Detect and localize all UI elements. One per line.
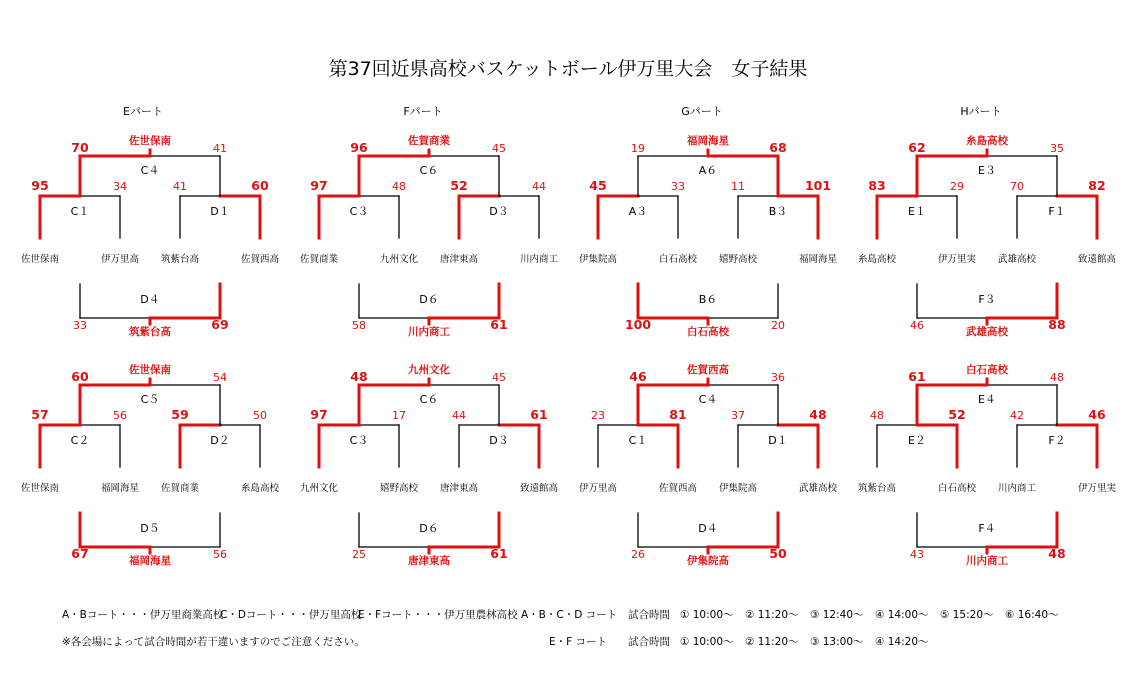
score: 45: [492, 142, 506, 155]
score: 54: [213, 371, 227, 384]
score: 48: [350, 369, 368, 384]
court-label: C４: [698, 393, 718, 406]
score: 100: [624, 317, 652, 332]
score: 33: [671, 180, 685, 193]
team-name: 筑紫台高: [857, 483, 897, 494]
score: 83: [868, 178, 886, 193]
team-name: 福岡海星: [798, 254, 838, 265]
team-name: 武雄高校: [798, 483, 838, 494]
score: 88: [1048, 317, 1066, 332]
team-name: 嬉野高校: [379, 483, 419, 494]
court-label: C６: [419, 393, 439, 406]
score: 68: [769, 140, 787, 155]
winner-team: 佐賀商業: [408, 135, 450, 147]
court-label: A３: [628, 205, 648, 218]
court-label: C３: [349, 434, 369, 447]
court-label: B３: [768, 205, 788, 218]
court-label: B６: [698, 293, 718, 306]
court-label: E４: [978, 393, 996, 406]
schedule-time: ④ 14:20～: [875, 636, 929, 648]
score: 45: [589, 178, 607, 193]
team-name: 白石高校: [937, 483, 977, 494]
team-name: 伊集院高: [578, 254, 618, 265]
score: 58: [352, 319, 366, 332]
team-name: 佐賀商業: [160, 483, 200, 494]
score: 48: [809, 407, 827, 422]
court-label: D２: [210, 434, 230, 447]
court-label: C３: [349, 205, 369, 218]
part-label-h: Hパート: [960, 105, 1002, 118]
score: 45: [492, 371, 506, 384]
score: 61: [908, 369, 926, 384]
court-label: D３: [489, 205, 509, 218]
court-label: D１: [210, 205, 230, 218]
team-name: 佐賀商業: [299, 254, 339, 265]
team-name: 福岡海星: [100, 483, 140, 494]
winner-team: 糸島高校: [966, 135, 1008, 147]
score: 36: [771, 371, 785, 384]
team-name: 伊万里実: [1077, 483, 1117, 494]
score: 61: [490, 317, 508, 332]
schedule-courts-abcd: A・B・C・D コート: [521, 609, 618, 621]
score: 60: [71, 369, 89, 384]
winner-team: 筑紫台高: [129, 326, 171, 338]
score: 44: [452, 409, 466, 422]
court-label: C１: [70, 205, 90, 218]
team-name: 九州文化: [379, 254, 419, 265]
court-label: F２: [1048, 434, 1066, 447]
schedule-time: ③ 12:40～: [810, 609, 864, 621]
score: 17: [392, 409, 406, 422]
winner-team: 川内商工: [966, 555, 1008, 567]
team-name: 糸島高校: [857, 254, 897, 265]
score: 61: [490, 546, 508, 561]
score: 101: [804, 178, 832, 193]
team-name: 伊万里高: [100, 254, 140, 265]
team-name: 糸島高校: [240, 483, 280, 494]
score: 62: [908, 140, 926, 155]
court-label: C５: [140, 393, 160, 406]
schedule-time: ⑤ 15:20～: [940, 609, 994, 621]
winner-team: 九州文化: [408, 364, 450, 376]
court-label: D３: [489, 434, 509, 447]
court-label: A６: [698, 164, 718, 177]
schedule-time: ① 10:00～: [680, 636, 734, 648]
team-name: 伊集院高: [718, 483, 758, 494]
score: 52: [948, 407, 966, 422]
court-label: C２: [70, 434, 90, 447]
court-label: E３: [978, 164, 996, 177]
court-label: D４: [698, 522, 718, 535]
team-name: 佐世保南: [20, 254, 60, 265]
court-label: C６: [419, 164, 439, 177]
score: 97: [310, 407, 328, 422]
team-name: 川内商工: [997, 483, 1037, 494]
score: 44: [532, 180, 546, 193]
winner-team: 白石高校: [687, 326, 729, 338]
score: 42: [1010, 409, 1024, 422]
winner-team: 武雄高校: [966, 326, 1008, 338]
venue-cd: C・Dコート・・・伊万里高校: [220, 609, 362, 621]
score: 67: [71, 546, 89, 561]
schedule-label-ef: 試合時間: [628, 636, 670, 648]
schedule-time: ④ 14:00～: [875, 609, 929, 621]
team-name: 致遠館高: [1077, 254, 1117, 265]
score: 60: [251, 178, 269, 193]
score: 37: [731, 409, 745, 422]
score: 46: [629, 369, 647, 384]
page-title: 第37回近県高校バスケットボール伊万里大会 女子結果: [328, 58, 808, 80]
score: 48: [1050, 371, 1064, 384]
court-label: D６: [419, 522, 439, 535]
score: 61: [530, 407, 548, 422]
score: 48: [870, 409, 884, 422]
score: 59: [171, 407, 189, 422]
winner-team: 佐世保南: [129, 364, 171, 376]
score: 46: [1088, 407, 1106, 422]
team-name: 武雄高校: [997, 254, 1037, 265]
score: 41: [173, 180, 187, 193]
score: 46: [910, 319, 924, 332]
score: 34: [113, 180, 127, 193]
team-name: 佐賀西高: [240, 254, 280, 265]
team-name: 筑紫台高: [160, 254, 200, 265]
team-name: 白石高校: [658, 254, 698, 265]
court-label: D４: [140, 293, 160, 306]
score: 43: [910, 548, 924, 561]
score: 35: [1050, 142, 1064, 155]
court-label: D６: [419, 293, 439, 306]
score: 52: [450, 178, 468, 193]
team-name: 伊万里実: [937, 254, 977, 265]
score: 82: [1088, 178, 1106, 193]
winner-team: 佐世保南: [129, 135, 171, 147]
score: 20: [771, 319, 785, 332]
winner-team: 伊集院高: [687, 555, 729, 567]
score: 25: [352, 548, 366, 561]
winner-team: 福岡海星: [129, 555, 171, 567]
score: 19: [631, 142, 645, 155]
winner-team: 福岡海星: [687, 135, 729, 147]
score: 11: [731, 180, 745, 193]
score: 69: [211, 317, 229, 332]
team-name: 九州文化: [299, 483, 339, 494]
winner-team: 白石高校: [966, 364, 1008, 376]
winner-team: 川内商工: [408, 326, 450, 338]
part-label-g: Gパート: [681, 105, 723, 118]
score: 29: [950, 180, 964, 193]
schedule-time: ⑥ 16:40～: [1005, 609, 1059, 621]
court-label: D５: [140, 522, 160, 535]
score: 48: [392, 180, 406, 193]
venue-ab: A・Bコート・・・伊万里商業高校: [62, 609, 224, 621]
score: 41: [213, 142, 227, 155]
schedule-courts-ef: E・F コート: [549, 636, 608, 648]
court-label: D１: [768, 434, 788, 447]
part-label-e: Eパート: [123, 105, 163, 118]
venue-ef: E・Fコート・・・伊万里農林高校: [358, 609, 518, 621]
schedule-time: ② 11:20～: [745, 609, 799, 621]
court-label: F４: [978, 522, 996, 535]
court-label: C４: [140, 164, 160, 177]
team-name: 佐世保南: [20, 483, 60, 494]
score: 50: [769, 546, 787, 561]
schedule-time: ① 10:00～: [680, 609, 734, 621]
court-label: F１: [1048, 205, 1066, 218]
court-label: E２: [908, 434, 926, 447]
score: 56: [213, 548, 227, 561]
court-label: F３: [978, 293, 996, 306]
score: 70: [1010, 180, 1024, 193]
score: 48: [1048, 546, 1066, 561]
team-name: 伊万里高: [578, 483, 618, 494]
score: 95: [31, 178, 49, 193]
score: 23: [591, 409, 605, 422]
team-name: 唐津東高: [439, 483, 479, 494]
court-label: C１: [628, 434, 648, 447]
score: 96: [350, 140, 368, 155]
time-note: ※各会場によって試合時間が若干違いますのでご注意ください。: [62, 636, 365, 648]
team-name: 嬉野高校: [718, 254, 758, 265]
winner-team: 唐津東高: [408, 555, 450, 567]
court-label: E１: [908, 205, 926, 218]
score: 70: [71, 140, 89, 155]
schedule-label-abcd: 試合時間: [628, 609, 670, 621]
score: 57: [31, 407, 49, 422]
score: 26: [631, 548, 645, 561]
score: 97: [310, 178, 328, 193]
schedule-time: ③ 13:00～: [810, 636, 864, 648]
schedule-time: ② 11:20～: [745, 636, 799, 648]
team-name: 佐賀西高: [658, 483, 698, 494]
part-label-f: Fパート: [403, 105, 443, 118]
score: 56: [113, 409, 127, 422]
team-name: 致遠館高: [519, 483, 559, 494]
score: 33: [73, 319, 87, 332]
team-name: 川内商工: [519, 254, 559, 265]
winner-team: 佐賀西高: [687, 364, 729, 376]
score: 50: [253, 409, 267, 422]
score: 81: [669, 407, 687, 422]
team-name: 唐津東高: [439, 254, 479, 265]
